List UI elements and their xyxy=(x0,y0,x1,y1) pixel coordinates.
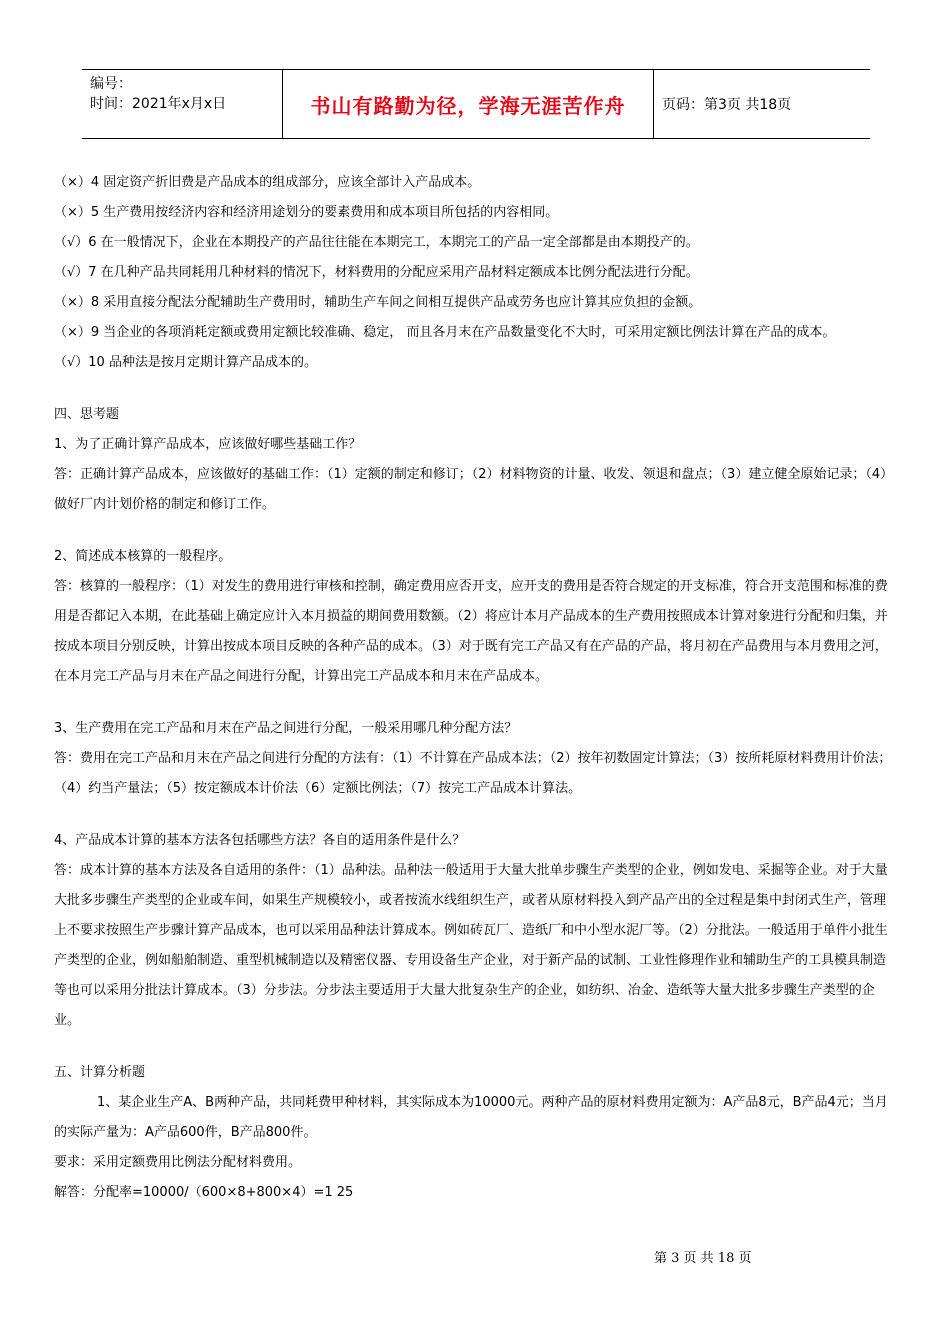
section-title: 四、思考题 xyxy=(54,407,120,422)
answer: 答：费用在完工产品和月末在产品之间进行分配的方法有：（1）不计算在产品成本法；（2）按年初数固定计算法；（3）按所耗原材料费用计价法；（4）约当产量法；（5）按定额成本计价法（6）定额比例法；（7）按完工产品成本计算法。 xyxy=(54,751,892,796)
requirement-text: 要求：采用定额费用比例法分配材料费用。 xyxy=(54,1155,302,1170)
question: 2、简述成本核算的一般程序。 xyxy=(54,549,232,564)
judgment-item: （√）7 在几种产品共同耗用几种材料的情况下，材料费用的分配应采用产品材料定额成本比例分配法进行分配。 xyxy=(54,265,699,280)
page-footer: 第 3 页 共 18 页 xyxy=(654,1251,752,1266)
judgment-item: （×）4 固定资产折旧费是产品成本的组成部分，应该全部计入产品成本。 xyxy=(54,175,481,190)
motto: 书山有路勤为径，学海无涯苦作舟 xyxy=(282,70,654,138)
question: 1、为了正确计算产品成本，应该做好哪些基础工作？ xyxy=(54,437,362,452)
answer: 答：正确计算产品成本，应该做好的基础工作：（1）定额的制定和修订；（2）材料物资的计量、收发、领退和盘点；（3）建立健全原始记录；（4）做好厂内计划价格的制定和修订工作。 xyxy=(54,467,894,512)
solution-text: 解答：分配率=10000/（600×8+800×4）=1 25 xyxy=(54,1185,354,1200)
question: 3、生产费用在完工产品和月末在产品之间进行分配，一般采用哪几种分配方法？ xyxy=(54,721,518,736)
answer: 答：核算的一般程序：（1）对发生的费用进行审核和控制，确定费用应否开支，应开支的费用是否符合规定的开支标准，符合开支范围和标准的费用是否都记入本期，在此基础上确定应计入本月损益的期间费用数额。（2）将应计本月产品成本的生产费用按照成本计算对象进行分配和归集，并按成本项目分别反映，计算出按成本项目反映的各种产品的成本。（3）对于既有完工产品又有在产品的产品，将月初在产品费用与本月费用之河，在本月完工产品与月末在产品之间进行分配，计算出完工产品成本和月末在产品成本。 xyxy=(54,579,888,684)
judgment-item: （√）10 品种法是按月定期计算产品成本的。 xyxy=(54,355,317,370)
section-title: 五、计算分析题 xyxy=(54,1065,146,1080)
problem-text: 1、某企业生产A、B两种产品，共同耗费甲种材料，其实际成本为10000元。两种产品的原材料费用定额为：A产品8元，B产品4元；当月的实际产量为：A产品600件，B产品800件。 xyxy=(54,1095,888,1140)
judgment-item: （×）9 当企业的各项消耗定额或费用定额比较准确、稳定， 而且各月末在产品数量变化不大时，可采用定额比例法计算在产品的成本。 xyxy=(54,325,836,340)
number-label: 编号： xyxy=(90,76,132,92)
question: 4、产品成本计算的基本方法各包括哪些方法？各自的适用条件是什么？ xyxy=(54,833,466,848)
answer: 答：成本计算的基本方法及各自适用的条件：（1）品种法。品种法一般适用于大量大批单步骤生产类型的企业，例如发电、采掘等企业。对于大量大批多步骤生产类型的企业或车间，如果生产规模较小，或者按流水线组织生产，或者从原材料投入到产品产出的全过程是集中封闭式生产，管理上不要求按照生产步骤计算产品成本，也可以采用品种法计算成本。例如砖瓦厂、造纸厂和中小型水泥厂等。（2）分批法。一般适用于单件小批生产类型的企业，例如船舶制造、重型机械制造以及精密仪器、专用设备生产企业，对于新产品的试制、工业性修理作业和辅助生产的工具模具制造等也可以采用分批法计算成本。（3）分步法。分步法主要适用于大量大批复杂生产的企业，如纺织、冶金、造纸等大量大批多步骤生产类型的企业。 xyxy=(54,863,888,1028)
judgment-item: （√）6 在一般情况下，企业在本期投产的产品往往能在本期完工，本期完工的产品一定全部都是由本期投产的。 xyxy=(54,235,699,250)
judgment-item: （×）8 采用直接分配法分配辅助生产费用时，辅助生产车间之间相互提供产品或劳务也应计算其应负担的金额。 xyxy=(54,295,702,310)
time-label: 时间：2021年x月x日 xyxy=(90,96,227,112)
page-label: 页码：第3页 共18页 xyxy=(662,97,792,113)
page-header xyxy=(82,69,870,139)
header-left xyxy=(82,70,282,138)
judgment-item: （×）5 生产费用按经济内容和经济用途划分的要素费用和成本项目所包括的内容相同。 xyxy=(54,205,559,220)
document-body xyxy=(54,168,896,1208)
